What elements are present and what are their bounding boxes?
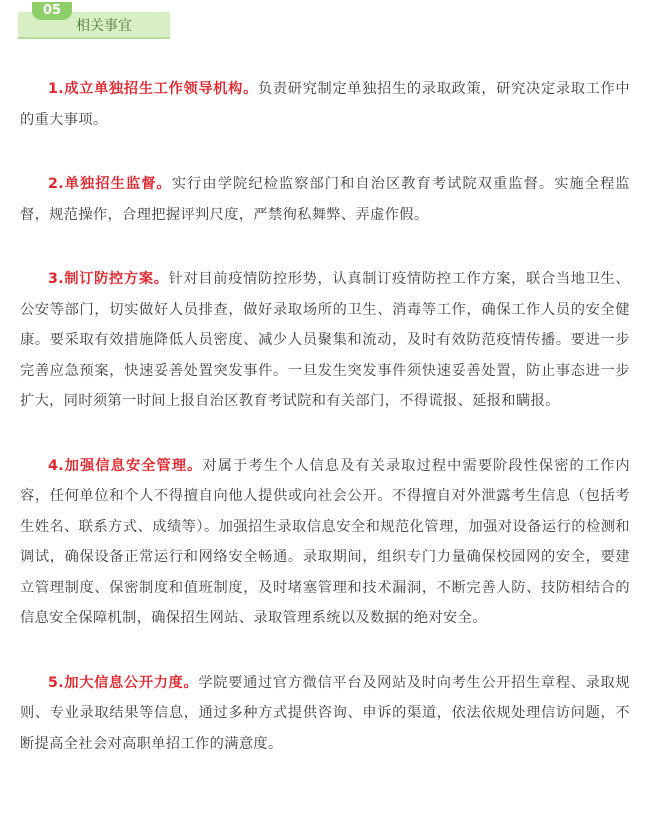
item-paragraph-3: [20, 264, 630, 417]
item-text-5: 学院要通过官方微信平台及网站及时向考生公开招生章程、录取规则、专业录取结果等信息，通过多种方式提供咨询、申诉的渠道，依法依规处理信访问题，不断提高全社会对高职单招工作的满意度。: [20, 674, 630, 752]
item-paragraph-2: [20, 169, 630, 230]
item-text-4: 对属于考生个人信息及有关录取过程中需要阶段性保密的工作内容，任何单位和个人不得擅自向他人提供或向社会公开。不得擅自对外泄露考生信息（包括考生姓名、联系方式、成绩等）。加强招生录取信息安全和规范化管理，加强对设备运行的检测和调试，确保设备正常运行和网络安全畅通。录取期间，组织专门力量确保校园网的安全，要建立管理制度、保密制度和值班制度，及时堵塞管理和技术漏洞，不断完善人防、技防相结合的信息安全保障机制，确保招生网站、录取管理系统以及数据的绝对安全。: [20, 457, 630, 626]
section-number-badge: 05: [32, 2, 72, 20]
item-heading-1: 1.成立单独招生工作领导机构。: [48, 81, 258, 97]
item-paragraph-5: [20, 668, 630, 760]
section-title: 相关事宜: [76, 18, 132, 34]
article-body: [20, 74, 630, 793]
item-heading-2: 2.单独招生监督。: [48, 176, 172, 192]
item-heading-4: 4.加强信息安全管理。: [48, 457, 203, 474]
section-header: [18, 2, 170, 39]
item-text-2: 实行由学院纪检监察部门和自治区教育考试院双重监督。实施全程监督，规范操作，合理把握评判尺度，严禁徇私舞弊、弄虚作假。: [20, 176, 630, 223]
item-paragraph-1: [20, 74, 630, 135]
item-text-1: 负责研究制定单独招生的录取政策，研究决定录取工作中的重大事项。: [20, 81, 630, 128]
item-text-3: 针对目前疫情防控形势，认真制订疫情防控工作方案，联合当地卫生、公安等部门，切实做好人员排查，做好录取场所的卫生、消毒等工作，确保工作人员的安全健康。要采取有效措施降低人员密度、减少人员聚集和流动，及时有效防范疫情传播。要进一步完善应急预案，快速妥善处置突发事件。一旦发生突发事件须快速妥善处置，防止事态进一步扩大，同时须第一时间上报自治区教育考试院和有关部门，不得谎报、延报和瞒报。: [20, 271, 630, 409]
item-heading-5: 5.加大信息公开力度。: [48, 674, 199, 691]
item-paragraph-4: [20, 451, 630, 634]
item-heading-3: 3.制订防控方案。: [48, 271, 169, 287]
